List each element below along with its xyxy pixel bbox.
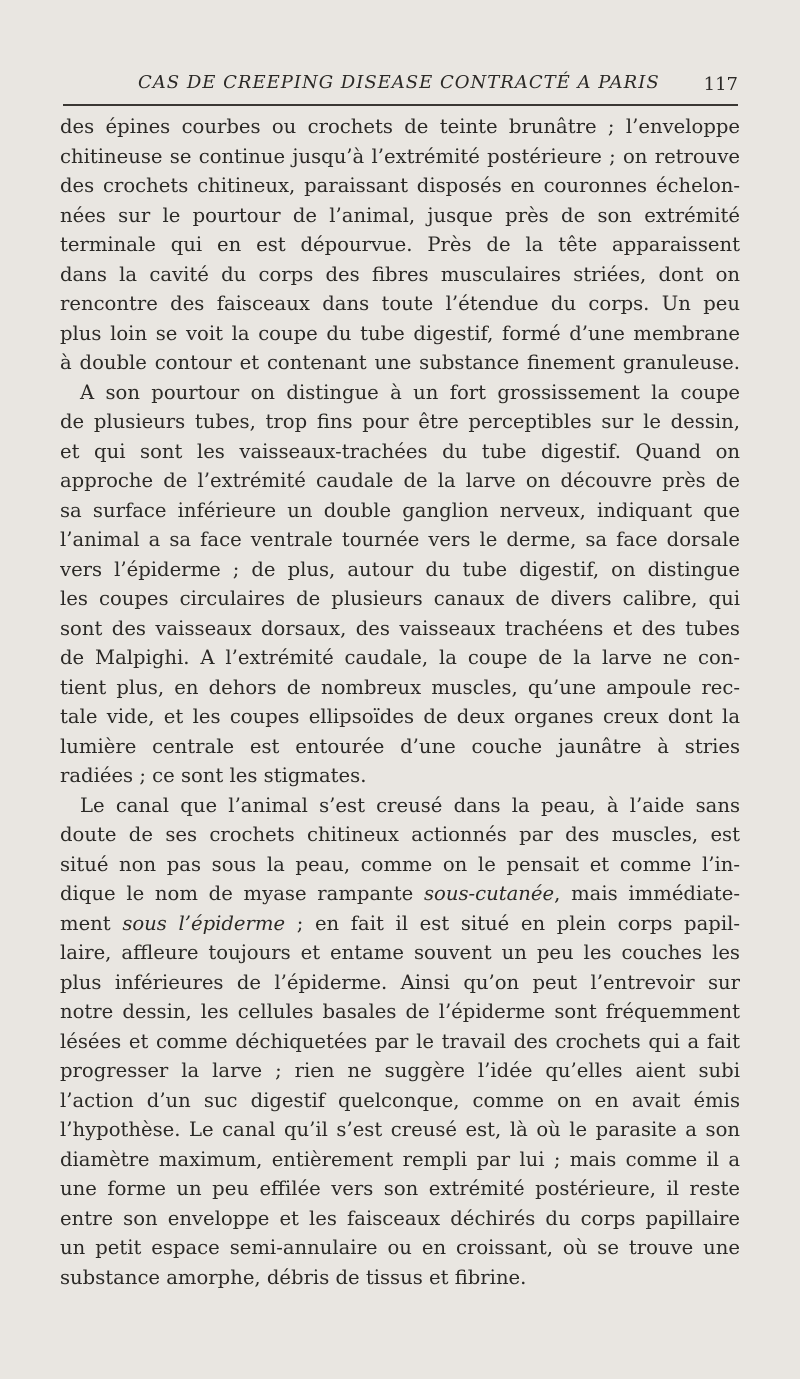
text-line: vers l’épiderme ; de plus, autour du tube digestif, on distingue [60, 557, 740, 581]
text-line: tale vide, et les coupes ellipsoïdes de deux organes creux dont la [60, 705, 740, 728]
text-line-mixed [60, 879, 740, 909]
text-line: notre dessin, les cellules basales de l’épiderme sont fréquemment [60, 1000, 740, 1023]
text-line: plus inférieures de l’épiderme. Ainsi qu’on peut l’entrevoir sur [60, 970, 740, 994]
text-line: des crochets chitineux, paraissant disposés en couronnes échelon- [60, 174, 740, 197]
running-title: CAS DE CREEPING DISEASE CONTRACTÉ A PARIS [138, 72, 660, 93]
text-segment: dique le nom de myase rampante [60, 882, 424, 905]
text-line: sont des vaisseaux dorsaux, des vaisseaux trachéens et des tubes [60, 616, 740, 640]
text-line: un petit espace semi-annulaire ou en croissant, où se trouve une [60, 1236, 740, 1259]
text-segment: , mais immédiate- [554, 882, 740, 905]
italic-term: sous-cutanée [423, 882, 555, 905]
text-line: substance amorphe, débris de tissus et fibrine. [60, 1265, 527, 1289]
text-line: nées sur le pourtour de l’animal, jusque près de son extrémité [60, 203, 740, 227]
page-header [60, 72, 738, 102]
text-line: entre son enveloppe et les faisceaux déchirés du corps papillaire [60, 1206, 740, 1230]
text-line: sa surface inférieure un double ganglion nerveux, indiquant que [60, 498, 740, 522]
text-line: plus loin se voit la coupe du tube digestif, formé d’une membrane [60, 321, 740, 345]
text-line: chitineuse se continue jusqu’à l’extrémité postérieure ; on retrouve [60, 144, 740, 168]
text-line: de Malpighi. A l’extrémité caudale, la coupe de la larve ne con- [60, 646, 740, 669]
paragraph-start-line: Le canal que l’animal s’est creusé dans la peau, à l’aide sans [80, 793, 740, 817]
text-line: situé non pas sous la peau, comme on le pensait et comme l’in- [60, 852, 740, 876]
text-segment: ; en fait il est situé en plein corps papil- [285, 911, 740, 935]
text-line: diamètre maximum, entièrement rempli par lui ; mais comme il a [60, 1147, 740, 1171]
body-text [60, 112, 740, 1292]
text-line: terminale qui en est dépourvue. Près de la tête apparaissent [60, 233, 740, 256]
text-line: approche de l’extrémité caudale de la larve on découvre près de [60, 469, 740, 492]
text-line: laire, affleure toujours et entame souvent un peu les couches les [60, 941, 740, 964]
text-line-mixed [60, 909, 740, 939]
text-line: lésées et comme déchiquetées par le travail des crochets qui a fait [60, 1029, 740, 1053]
text-line: des épines courbes ou crochets de teinte brunâtre ; l’enveloppe [60, 115, 740, 138]
text-line: progresser la larve ; rien ne suggère l’idée qu’elles aient subi [60, 1059, 740, 1082]
text-line: tient plus, en dehors de nombreux muscles, qu’une ampoule rec- [60, 675, 740, 699]
text-line: une forme un peu effilée vers son extrémité postérieure, il reste [60, 1177, 740, 1200]
italic-term: sous l’épiderme [122, 911, 286, 935]
text-line: radiées ; ce sont les stigmates. [60, 764, 367, 787]
text-line: les coupes circulaires de plusieurs canaux de divers calibre, qui [60, 587, 740, 610]
page-number: 117 [703, 74, 738, 95]
text-line: à double contour et contenant une substance finement granuleuse. [60, 351, 740, 374]
text-line: l’animal a sa face ventrale tournée vers le derme, sa face dorsale [60, 528, 740, 551]
text-line: et qui sont les vaisseaux-trachées du tube digestif. Quand on [60, 439, 740, 463]
text-line: dans la cavité du corps des fibres musculaires striées, dont on [60, 262, 740, 286]
header-rule [63, 104, 738, 106]
text-line: l’action d’un suc digestif quelconque, comme on en avait émis [60, 1088, 740, 1112]
text-segment: ment [60, 911, 123, 935]
text-line: rencontre des faisceaux dans toute l’étendue du corps. Un peu [60, 292, 740, 315]
text-line: l’hypothèse. Le canal qu’il s’est creusé est, là où le parasite a son [60, 1118, 740, 1141]
paragraph-start-line: A son pourtour on distingue à un fort grossissement la coupe [80, 380, 740, 404]
text-line: de plusieurs tubes, trop fins pour être perceptibles sur le dessin, [60, 410, 740, 433]
text-line: doute de ses crochets chitineux actionnés par des muscles, est [60, 823, 740, 846]
text-line: lumière centrale est entourée d’une couche jaunâtre à stries [60, 734, 740, 758]
